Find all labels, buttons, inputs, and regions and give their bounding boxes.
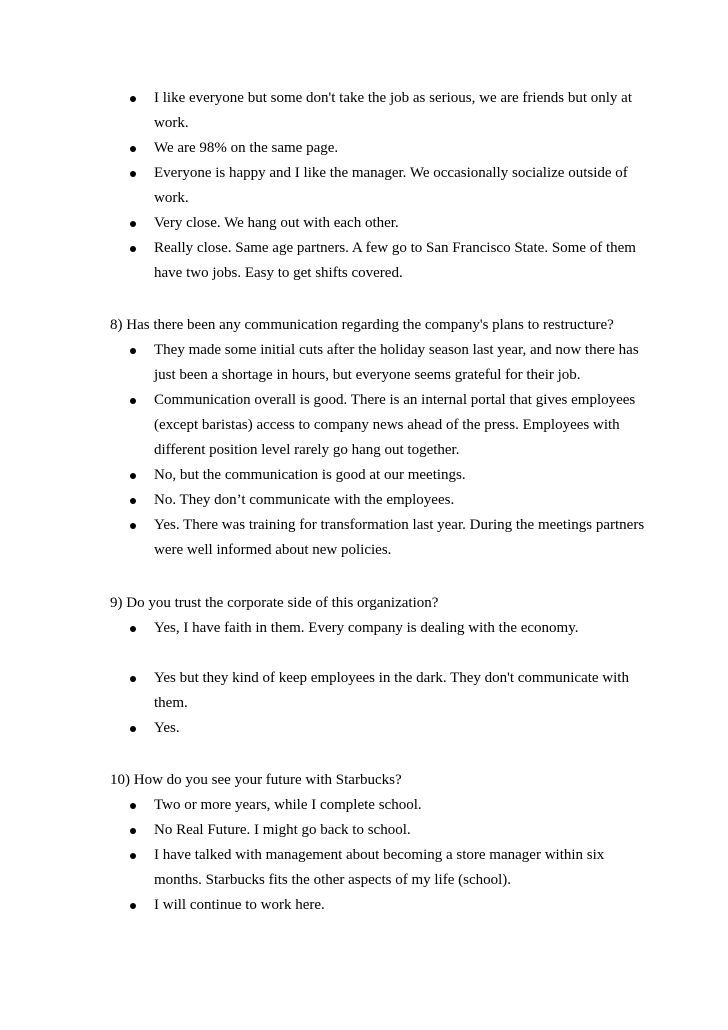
answer-text: No Real Future. I might go back to school. (154, 822, 411, 838)
answer-text: Very close. We hang out with each other. (154, 215, 399, 231)
list-item (0, 716, 728, 741)
answer-text: Yes, I have faith in them. Every company is dealing with the economy. (154, 620, 579, 636)
bullet-icon (130, 473, 136, 479)
answer-text: No, but the communication is good at our meetings. (154, 467, 466, 483)
answer-text: They made some initial cuts after the holiday season last year, and now there has just been a shortage in hours, but everyone seems grateful for their job. (154, 342, 639, 383)
bullet-icon (130, 221, 136, 227)
answers-list-7 (0, 86, 728, 286)
bullet-icon (130, 726, 136, 732)
answer-text: Two or more years, while I complete school. (154, 797, 422, 813)
bullet-icon (130, 146, 136, 152)
answers-list-10 (0, 793, 728, 918)
list-item (0, 211, 728, 236)
bullet-icon (130, 828, 136, 834)
bullet-icon (130, 853, 136, 859)
bullet-icon (130, 398, 136, 404)
answers-list-8 (0, 338, 728, 563)
answer-text: I have talked with management about becoming a store manager within six months. Starbucks fits the other aspects of my life (school). (154, 847, 605, 888)
bullet-icon (130, 246, 136, 252)
answer-text: Communication overall is good. There is an internal portal that gives employees (except baristas) access to company news ahead of the press. Employees with different position level rarely go hang out together. (154, 392, 636, 458)
question-10: 10) How do you see your future with Starbucks? (110, 772, 402, 788)
list-item (0, 161, 728, 211)
question-8: 8) Has there been any communication regarding the company's plans to restructure? (110, 317, 614, 333)
list-item (0, 463, 728, 488)
bullet-icon (130, 676, 136, 682)
list-item (0, 388, 728, 463)
answer-text: Everyone is happy and I like the manager. We occasionally socialize outside of work. (154, 165, 628, 206)
list-item (0, 666, 728, 716)
answer-text: We are 98% on the same page. (154, 140, 339, 156)
list-item (0, 616, 728, 641)
list-item (0, 843, 728, 893)
bullet-icon (130, 96, 136, 102)
list-item (0, 513, 728, 563)
answer-text: I like everyone but some don't take the job as serious, we are friends but only at work. (154, 90, 632, 131)
list-item (0, 488, 728, 513)
answer-text: Yes. There was training for transformation last year. During the meetings partners were well informed about new policies. (154, 517, 645, 558)
list-item (0, 818, 728, 843)
answer-text: Really close. Same age partners. A few go to San Francisco State. Some of them have two jobs. Easy to get shifts covered. (154, 240, 636, 281)
list-item (0, 136, 728, 161)
list-item (0, 893, 728, 918)
answer-text: Yes. (154, 720, 180, 736)
bullet-icon (130, 903, 136, 909)
answer-text: I will continue to work here. (154, 897, 325, 913)
list-item (0, 86, 728, 136)
bullet-icon (130, 523, 136, 529)
answer-text: No. They don’t communicate with the employees. (154, 492, 455, 508)
bullet-icon (130, 803, 136, 809)
list-item (0, 338, 728, 388)
list-item (0, 793, 728, 818)
answers-list-9 (0, 616, 728, 741)
bullet-icon (130, 348, 136, 354)
list-item (0, 236, 728, 286)
answer-text: Yes but they kind of keep employees in the dark. They don't communicate with them. (154, 670, 629, 711)
question-9: 9) Do you trust the corporate side of this organization? (110, 595, 439, 611)
bullet-icon (130, 171, 136, 177)
bullet-icon (130, 498, 136, 504)
bullet-icon (130, 626, 136, 632)
blank-line (0, 641, 728, 666)
